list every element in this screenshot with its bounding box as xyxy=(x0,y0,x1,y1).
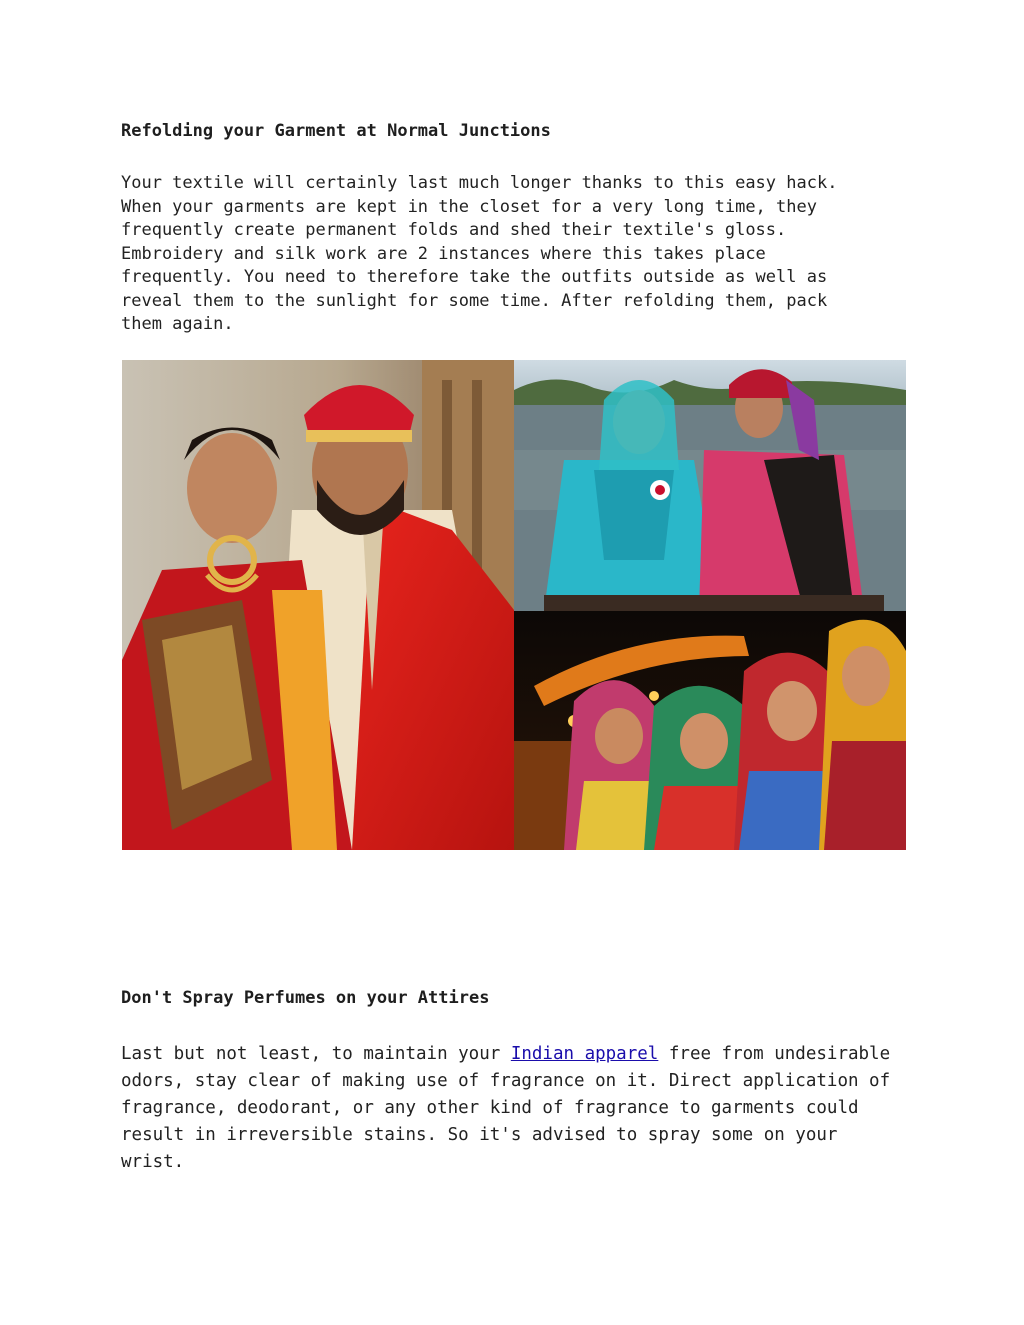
section-heading-perfumes: Don't Spray Perfumes on your Attires xyxy=(121,988,490,1008)
perfume-paragraph xyxy=(121,1041,911,1176)
perfume-paragraph-end: free from undesirable odors, stay clear of making use of fragrance on it. Direct application of fragrance, deodorant, or any other kind of fragrance to garments could result in irreversible stains. So it's advised to spray some on your wrist. xyxy=(121,1044,891,1172)
photo-couple-kashmiri-attire xyxy=(514,360,906,611)
attire-photo-collage xyxy=(122,360,906,850)
indian-apparel-link[interactable]: Indian apparel xyxy=(510,1044,659,1064)
photo-women-garba-attire xyxy=(514,611,906,850)
perfume-paragraph-start: Last but not least, to maintain your xyxy=(121,1044,511,1064)
section-heading-refolding: Refolding your Garment at Normal Junctions xyxy=(121,121,551,141)
photo-couple-red-attire xyxy=(122,360,514,850)
refolding-paragraph: Your textile will certainly last much longer thanks to this easy hack. When your garments are kept in the closet for a very long time, they frequently create permanent folds and shed their textile's gloss. Embroidery and silk work are 2 instances where this takes place frequently. You need to therefore take the outfits outside as well as reveal them to the sunlight for some time. After refolding them, pack them again. xyxy=(121,173,838,334)
